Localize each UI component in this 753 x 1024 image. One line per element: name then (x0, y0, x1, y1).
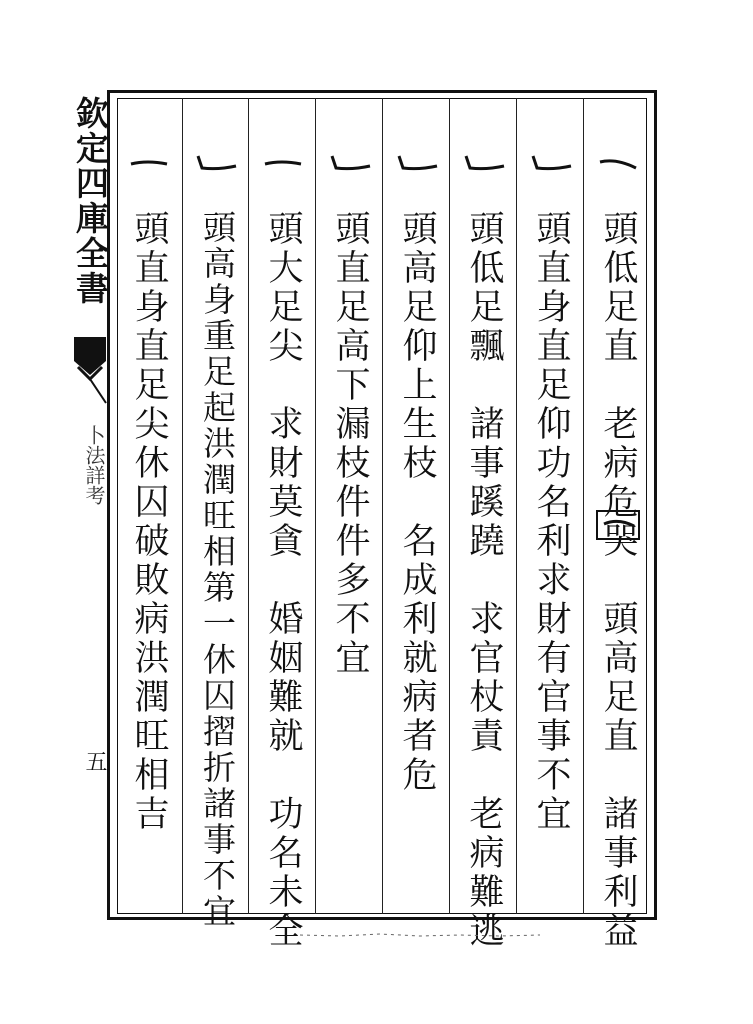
divider-mark-icon (395, 150, 439, 180)
column-rule (182, 98, 183, 914)
divider-mark-icon (328, 150, 372, 180)
text-column-7 (186, 100, 246, 930)
text-column-4 (387, 100, 447, 912)
divider-mark-icon (596, 510, 640, 540)
divider-mark-icon (194, 150, 238, 180)
print-speckle (300, 925, 540, 935)
column-text: 頭高足仰上生枝 名成利就病者危 (397, 210, 437, 795)
divider-mark-icon (462, 150, 506, 180)
column-rule (315, 98, 316, 914)
column-rule (382, 98, 383, 914)
section-title: 卜法詳考 (82, 425, 106, 505)
column-text: 頭直身直足尖休囚破敗病洪潤旺相吉 (129, 210, 169, 834)
divider-mark-icon (529, 150, 573, 180)
fishtail-ornament-icon (72, 335, 108, 405)
divider-mark-icon (596, 150, 640, 180)
column-rule (449, 98, 450, 914)
text-column-3 (454, 100, 514, 951)
column-text: 頭低足直 老病危哭 (598, 210, 638, 561)
column-text: 頭低足飄 諸事蹊蹺 求官杖責 老病難逃 (464, 210, 504, 951)
column-text: 頭大足尖 求財莫貪 婚姻難就 功名未全 (263, 210, 303, 951)
divider-mark-icon (261, 150, 305, 180)
column-text: 頭直足高下漏枝件件多不宜 (330, 210, 370, 678)
column-rule (516, 98, 517, 914)
inline-entry (588, 500, 648, 951)
text-column-2 (521, 100, 581, 912)
text-column-5 (320, 100, 380, 912)
column-rule (248, 98, 249, 914)
inline-entry-text: 頭高足直 諸事利益 (598, 600, 638, 951)
margin-strip (68, 90, 112, 920)
divider-mark-icon (127, 150, 171, 180)
column-text: 頭高身重足起洪潤旺相第一休囚摺折諸事不宜 (198, 210, 237, 930)
column-text: 頭直身直足仰功名利求財有官事不宜 (531, 210, 571, 834)
text-column-6 (253, 100, 313, 951)
text-column-8 (119, 100, 179, 912)
book-title: 欽定四庫全書 (71, 96, 110, 306)
page-number: 五 (82, 750, 107, 772)
column-rule (583, 98, 584, 914)
